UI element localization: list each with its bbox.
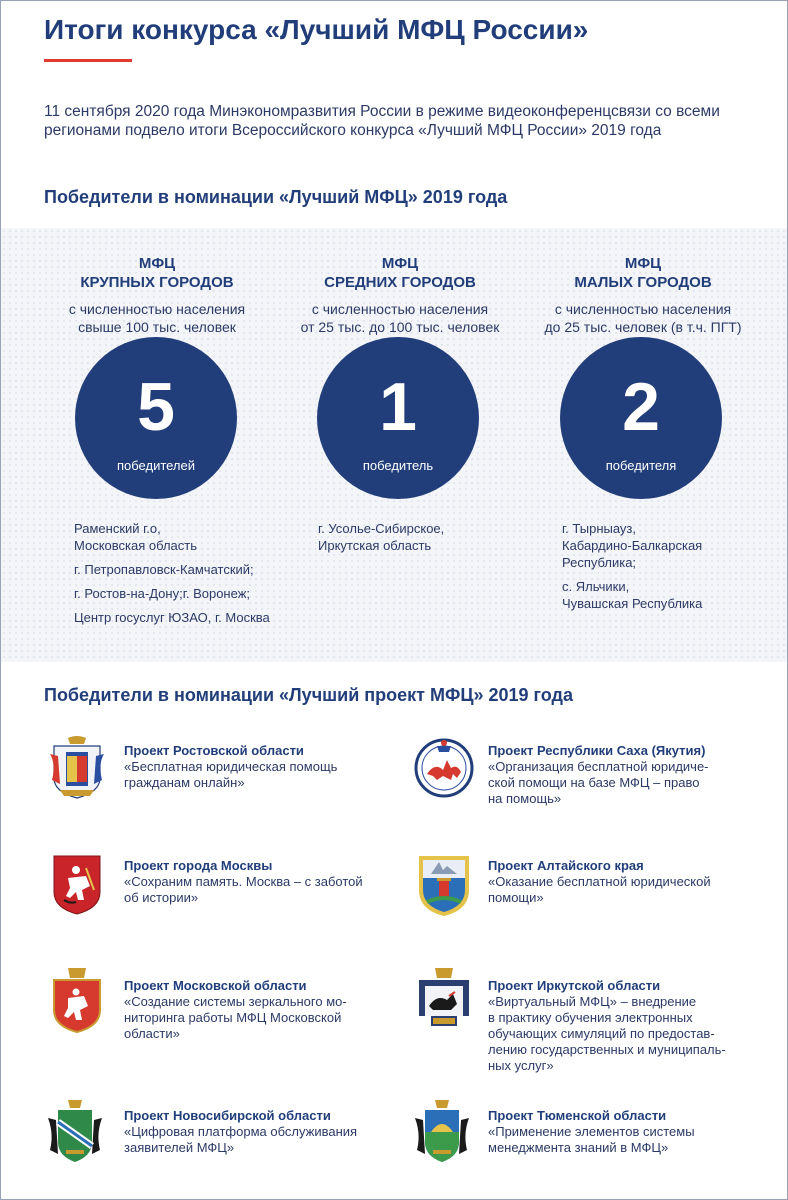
category-heading-line1: МФЦ <box>138 255 176 272</box>
project-card <box>124 743 444 791</box>
category-heading-line2: КРУПНЫХ ГОРОДОВ <box>80 274 234 291</box>
project-description: «Оказание бесплатной юридической помощи» <box>488 874 711 905</box>
project-card <box>124 978 444 1042</box>
project-title: Проект Тюменской области <box>488 1108 667 1123</box>
winners-count-label: победитель <box>362 458 434 473</box>
project-title: Проект Новосибирской области <box>124 1108 331 1123</box>
project-description: «Создание системы зеркального мо- ниторинга работы МФЦ Московской области» <box>124 994 347 1041</box>
project-description: «Цифровая платформа обслуживания заявителей МФЦ» <box>124 1124 358 1155</box>
winners-count: 2 <box>622 369 660 445</box>
winner-city: г. Ростов-на-Дону;г. Воронеж; <box>74 586 251 601</box>
section-title-best-mfc: Победители в номинации «Лучший МФЦ» 2019 года <box>44 187 508 207</box>
project-description: «Организация бесплатной юридиче- ской помощи на базе МФЦ – право на помощь» <box>488 759 709 806</box>
winners-count: 1 <box>379 369 417 445</box>
winner-city: с. Яльчики, Чувашская Республика <box>562 579 703 611</box>
winner-city: Раменский г.о, Московская область <box>74 521 198 553</box>
intro-text: 11 сентября 2020 года Минэкономразвития России в режиме видеоконференцсвязи со всеми регионами подвело итоги Всероссийского конкурса «Лучший МФЦ России» 2019 года <box>44 103 720 139</box>
project-card <box>124 1108 444 1156</box>
category-population-line1: с численностью населения <box>68 301 246 317</box>
project-card <box>124 858 444 906</box>
winner-city: г. Усолье-Сибирское, Иркутская область <box>318 521 445 553</box>
project-title: Проект Республики Саха (Якутия) <box>488 743 706 758</box>
category-population-line1: с численностью населения <box>554 301 732 317</box>
project-title: Проект города Москвы <box>124 858 273 873</box>
project-card <box>488 858 788 906</box>
page-title: Итоги конкурса «Лучший МФЦ России» <box>44 14 589 45</box>
winner-cities-small <box>562 520 788 619</box>
category-population-line1: с численностью населения <box>311 301 489 317</box>
title-underline <box>44 59 132 62</box>
category-heading-line1: МФЦ <box>381 255 419 272</box>
moscow-coat-of-arms-icon <box>46 850 108 918</box>
project-description: «Сохраним память. Москва – с заботой об истории» <box>124 874 363 905</box>
section-title-best-project: Победители в номинации «Лучший проект МФЦ» 2019 года <box>44 685 573 705</box>
project-description: «Бесплатная юридическая помощь гражданам онлайн» <box>124 759 338 790</box>
winners-count-circle-medium <box>317 337 479 499</box>
moscow-oblast-coat-of-arms-icon <box>46 966 108 1034</box>
project-title: Проект Иркутской области <box>488 978 661 993</box>
category-medium-cities <box>285 254 515 336</box>
category-population-line2: от 25 тыс. до 100 тыс. человек <box>300 319 500 335</box>
winners-count-label: победителя <box>605 458 677 473</box>
winner-city: Центр госуслуг ЮЗАО, г. Москва <box>74 610 270 625</box>
project-title: Проект Алтайского края <box>488 858 644 873</box>
category-small-cities <box>528 254 758 336</box>
category-heading-line2: МАЛЫХ ГОРОДОВ <box>574 274 712 291</box>
category-population-line2: свыше 100 тыс. человек <box>78 319 236 335</box>
category-heading-line1: МФЦ <box>624 255 662 272</box>
project-description: «Виртуальный МФЦ» – внедрение в практику обучения электронных обучающих симуляций по предостав- лению государственных и муниципаль- ных услуг» <box>488 994 726 1073</box>
novosibirsk-coat-of-arms-icon <box>44 1098 106 1166</box>
category-population-line2: до 25 тыс. человек (в т.ч. ПГТ) <box>544 319 742 335</box>
project-title: Проект Ростовской области <box>124 743 304 758</box>
winners-count-circle-small <box>560 337 722 499</box>
project-card <box>488 978 788 1074</box>
winners-count-circle-large <box>75 337 237 499</box>
altai-coat-of-arms-icon <box>413 850 475 918</box>
yakutia-coat-of-arms-icon <box>413 734 475 802</box>
irkutsk-coat-of-arms-icon <box>413 966 475 1034</box>
tyumen-coat-of-arms-icon <box>411 1098 473 1166</box>
project-description: «Применение элементов системы менеджмента знаний в МФЦ» <box>488 1124 695 1155</box>
rostov-coat-of-arms-icon <box>46 734 108 802</box>
winner-cities-medium <box>318 520 548 561</box>
category-large-cities <box>42 254 272 336</box>
project-card <box>488 743 788 807</box>
winners-count-label: победителей <box>116 458 196 473</box>
project-card <box>488 1108 788 1156</box>
project-title: Проект Московской области <box>124 978 307 993</box>
winner-city: г. Петропавловск-Камчатский; <box>74 562 254 577</box>
category-heading-line2: СРЕДНИХ ГОРОДОВ <box>324 274 476 291</box>
winner-city: г. Тырныауз, Кабардино-Балкарская Республика; <box>562 521 703 570</box>
winners-count: 5 <box>137 369 175 445</box>
winner-cities-large <box>74 520 304 633</box>
